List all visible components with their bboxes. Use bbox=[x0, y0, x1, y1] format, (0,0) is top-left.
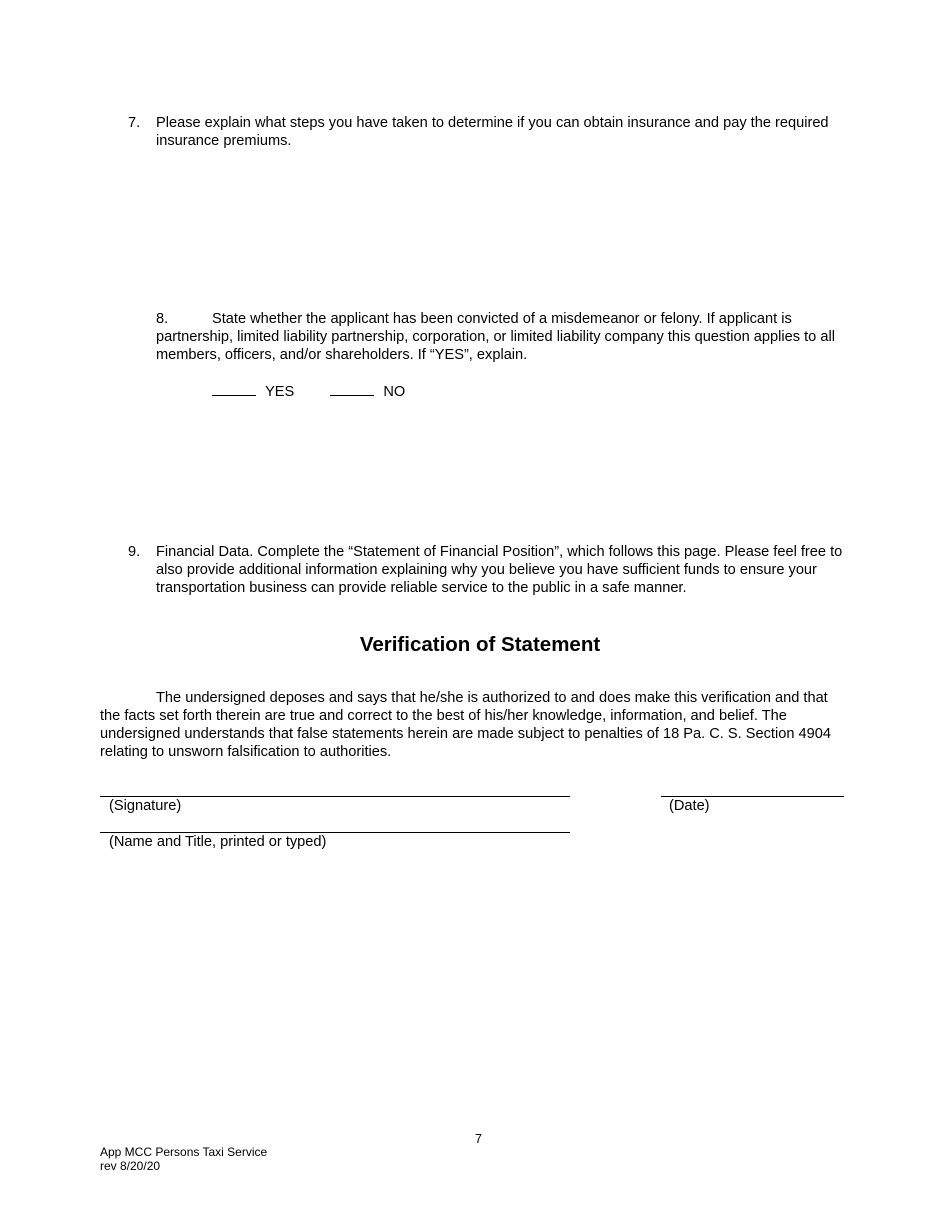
yes-label: YES bbox=[265, 384, 295, 400]
name-title-label: (Name and Title, printed or typed) bbox=[109, 834, 327, 850]
question-9-text: Financial Data. Complete the “Statement of Financial Position”, which follows this page. Please feel free to also provide additional information explaining why you believe you have sufficient funds to ensure your transportation business can provide reliable service to the public in a safe manner. bbox=[156, 544, 843, 596]
no-blank[interactable] bbox=[330, 382, 374, 396]
question-7-text: Please explain what steps you have taken to determine if you can obtain insurance and pay the required insurance premiums. bbox=[156, 115, 829, 149]
question-8-text-line1: State whether the applicant has been convicted of a misdemeanor or felony. If applicant is bbox=[212, 311, 792, 327]
question-8-text-rest: partnership, limited liability partnership, corporation, or limited liability company this question applies to all members, officers, and/or shareholders. If “YES”, explain. bbox=[156, 329, 835, 363]
footer-revision: rev 8/20/20 bbox=[100, 1159, 161, 1173]
question-8 bbox=[156, 310, 876, 364]
date-label: (Date) bbox=[669, 798, 710, 814]
verification-title: Verification of Statement bbox=[359, 633, 601, 656]
yes-no-answer bbox=[212, 382, 405, 401]
no-label: NO bbox=[383, 384, 406, 400]
page-number: 7 bbox=[475, 1132, 482, 1146]
footer-form-name: App MCC Persons Taxi Service bbox=[100, 1145, 268, 1159]
signature-label: (Signature) bbox=[109, 798, 182, 814]
verification-body: The undersigned deposes and says that he/she is authorized to and does make this verification and that the facts set forth therein are true and correct to the best of his/her knowledge, information, and belief. The undersigned understands that false statements herein are made subject to penalties of 18 Pa. C. S. Section 4904 relating to unsworn falsification to authorities. bbox=[100, 690, 831, 760]
question-7-number: 7. bbox=[128, 115, 141, 131]
yes-blank[interactable] bbox=[212, 382, 256, 396]
question-8-number: 8. bbox=[156, 311, 169, 327]
question-9-number: 9. bbox=[128, 544, 141, 560]
